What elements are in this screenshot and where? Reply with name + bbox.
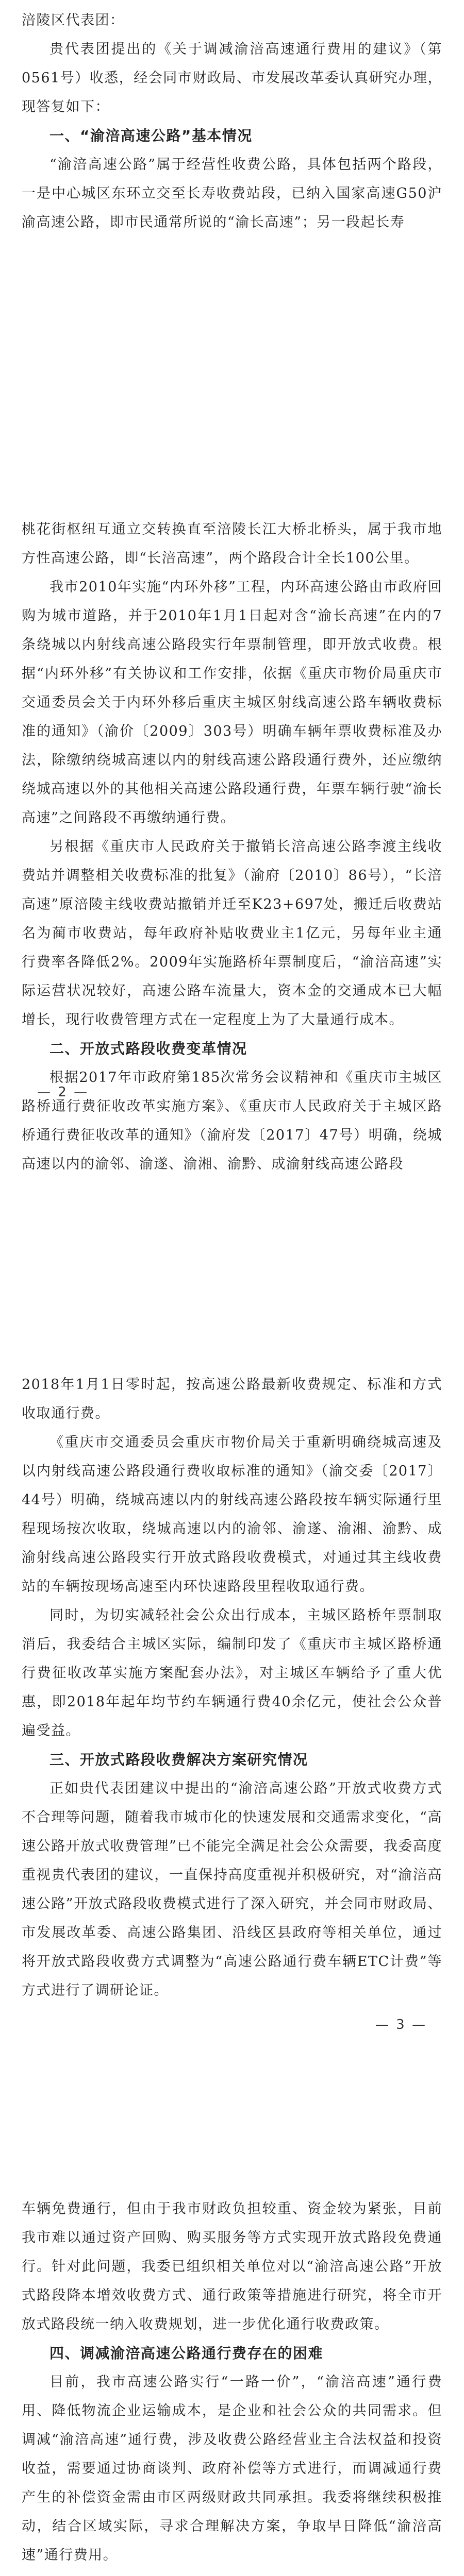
- section-2-paragraph-cont: 2018年1月1日零时起，按高速公路最新收费规定、标准和方式收取通行费。: [22, 1377, 442, 1421]
- document-page-4: [0, 2195, 464, 2576]
- greeting: 涪陵区代表团：: [22, 12, 125, 28]
- document-page-3: [0, 1370, 464, 2061]
- page-number-3: — 3 —: [375, 2017, 427, 2032]
- section-heading-2: 二、开放式路段收费变革情况: [49, 1040, 247, 1057]
- section-1-paragraph-cont: 桃花街枢纽互通立交转换直至涪陵长江大桥北桥头，属于我市地方性高速公路，即“长涪高速”，两个路段合计全长100公里。: [22, 521, 442, 566]
- section-1-paragraph-2: 我市2010年实施“内环外移”工程，内环高速公路由市政府回购为城市道路，并于2010年1月1日起对含“渝长高速”在内的7条绕城以内射线高速公路段实行年票制管理，即开放式收费。根据“内环外移”有关协议和工作安排，依据《重庆市物价局重庆市交通委员会关于内环外移后重庆主城区射线高速公路车辆收费标准的通知》（渝价〔2009〕303号）明确车辆年票收费标准及办法，除缴纳绕城高速以内的射线高速公路段通行费外，还应缴纳绕城高速以外的其他相关高速公路段通行费，年票车辆行驶“渝长高速”之间路段不再缴纳通行费。: [22, 579, 442, 826]
- section-4-paragraph: 目前，我市高速公路实行“一路一价”，“渝涪高速”通行费用、降低物流企业运输成本，是企业和社会公众的共同需求。但调减“渝涪高速”通行费，涉及收费公路经营业主合法权益和投资收益，需要通过协商谈判、政府补偿等方式进行，而调减通行费产生的补偿资金需由市区两级财政共同承担。我委将继续积极推动，结合区域实际，寻求合理解决方案，争取早日降低“渝涪高速”通行费用。: [22, 2374, 442, 2563]
- section-1-paragraph-3: 另根据《重庆市人民政府关于撤销长涪高速公路李渡主线收费站并调整相关收费标准的批复》（渝府〔2010〕86号），“长涪高速”原涪陵主线收费站撤销并迁至K23+697处，搬迁后收费站名为蔺市收费站，每年政府补贴收费业主1亿元，另每年业主通行费率各降低2%。2009年实施路桥年票制度后，“渝涪高速”实际运营状况较好，高速公路车流量大，资本金的交通成本已大幅增长，现行收费管理方式在一定程度上为了大量通行成本。: [22, 839, 442, 1028]
- section-1-paragraph: “渝涪高速公路”属于经营性收费公路，具体包括两个路段，一是中心城区东环立交至长寿收费站段，已纳入国家高速G50沪渝高速公路，即市民通常所说的“渝长高速”；另一段起长寿: [22, 157, 442, 230]
- section-3-paragraph-cont: 车辆免费通行，但由于我市财政负担较重、资金较为紧张，目前我市难以通过资产回购、购买服务等方式实现开放式路段免费通行。针对此问题，我委已组织相关单位对以“渝涪高速公路”开放式路段降本增效收费方式、通行政策等措施进行研究，将全市开放式路段统一纳入收费规划，进一步优化通行收费政策。: [22, 2201, 442, 2332]
- section-heading-4: 四、调减渝涪高速公路通行费存在的困难: [49, 2345, 324, 2362]
- section-heading-1: 一、“渝涪高速公路”基本情况: [49, 127, 253, 144]
- document-page-2: [0, 515, 464, 1172]
- section-2-paragraph: 根据2017年市政府第185次常务会议精神和《重庆市主城区路桥通行费征收改革实施方案》、《重庆市人民政府关于主城区路桥通行费征收改革的通知》（渝府发〔2017〕47号）明确，绕城高速以内的渝邻、渝遂、渝湘、渝黔、成渝射线高速公路段: [22, 1070, 442, 1172]
- section-heading-3: 三、开放式路段收费解决方案研究情况: [49, 1751, 308, 1768]
- section-3-paragraph: 正如贵代表团建议中提出的“渝涪高速公路”开放式收费方式不合理等问题，随着我市城市化的快速发展和交通需求变化，“高速公路开放式收费管理”已不能完全满足社会公众需要，我委高度重视贵代表团的建议，一直保持高度重视并积极研究，对“渝涪高速公路”开放式路段收费模式进行了深入研究，并会同市财政局、市发展改革委、高速公路集团、沿线区县政府等相关单位，通过将开放式路段收费方式调整为“高速公路通行费车辆ETC计费”等方式进行了调研论证。: [22, 1781, 442, 1998]
- intro-paragraph: 贵代表团提出的《关于调减渝涪高速通行费用的建议》（第0561号）收悉，经会同市财政局、市发展改革委认真研究办理，现答复如下：: [22, 41, 442, 115]
- document-page-1: [0, 0, 464, 495]
- section-2-paragraph-3: 同时，为切实减轻社会公众出行成本，主城区路桥年票制取消后，我委结合主城区实际，编制印发了《重庆市主城区路桥通行费征收改革实施方案配套办法》，对主城区车辆给予了重大优惠，即2018年起年均节约车辆通行费40余亿元，使社会公众普遍受益。: [22, 1607, 442, 1739]
- page-number-2: — 2 —: [37, 1084, 89, 1100]
- section-4-paragraph-2: [22, 2570, 442, 2576]
- section-2-paragraph-2: 《重庆市交通委员会重庆市物价局关于重新明确绕城高速及以内射线高速公路段通行费收取标准的通知》（渝交委〔2017〕44号）明确，绕城高速以内的射线高速公路段按车辆实际通行里程现场按次收取，绕城高速以内的渝邻、渝遂、渝湘、渝黔、成渝射线高速公路段实行开放式路段收费模式，对通过其主线收费站的车辆按现场高速至内环快速路段里程收取通行费。: [22, 1434, 442, 1595]
